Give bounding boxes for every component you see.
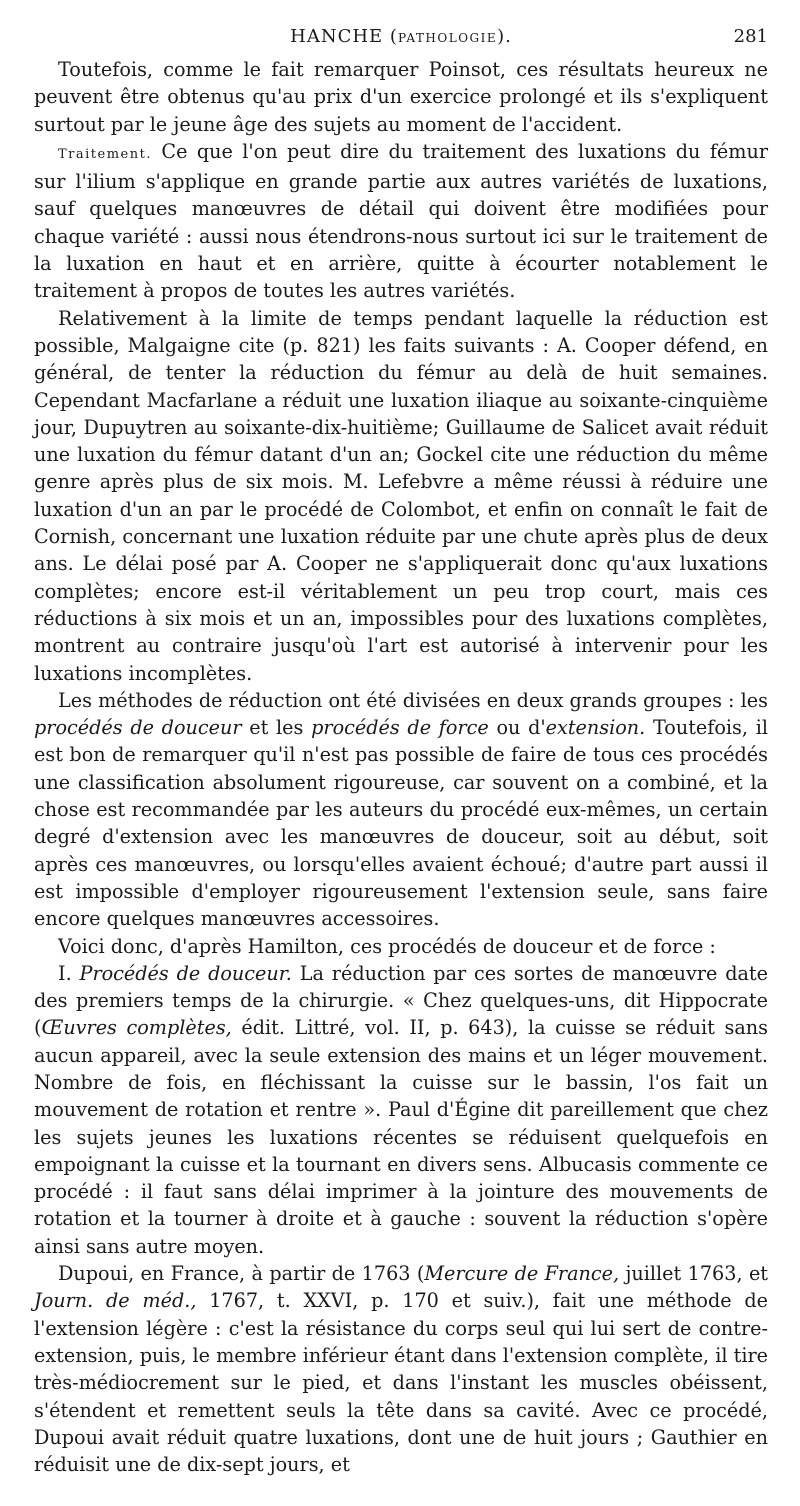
- title-paren-open: (: [383, 26, 398, 47]
- p6-italic-oeuvres: Œuvres complètes,: [41, 1016, 232, 1040]
- p4-text-c: ou d': [488, 716, 546, 740]
- p4-italic-force: procédés de force: [311, 716, 489, 740]
- p7-text-a: Dupoui, en France, à partir de 1763 (: [58, 1262, 425, 1286]
- p4-italic-extension: extension.: [545, 716, 646, 740]
- paragraph-2-text: Ce que l'on peut dire du traitement des luxations du fémur sur l'ilium s'applique en grande partie aux autres variétés de luxations, sauf quelques manœuvres de détail qui doivent être modifiées pour chaque variété : aussi nous étendrons-nous surtout ici sur le traitement de la luxation en haut et en arrière, quitte à écourter notablement le traitement à propos de toutes les autres variétés.: [34, 139, 768, 303]
- paragraph-1: Toutefois, comme le fait remarquer Poinsot, ces résultats heureux ne peuvent être obtenus qu'au prix d'un exercice prolongé et ils s'expliquent surtout par le jeune âge des sujets au moment de l'accident.: [34, 58, 768, 136]
- paragraph-2: [34, 138, 768, 305]
- section-lead-traitement: Traitement.: [58, 146, 152, 162]
- p6-text-a: La réduction par ces sortes de manœuvre date des premiers temps de la chirurgie. « Chez quelques-uns, dit Hippocrate (: [34, 961, 768, 1040]
- p4-text-d: Toutefois, il est bon de remarquer qu'il n'est pas possible de faire de tous ces procédés une classification absolument rigoureuse, car souvent on a combiné, et la chose est recommandée par les auteurs du procédé eux-mêmes, un certain degré d'extension avec les manœuvres de douceur, soit au début, soit après ces manœuvres, ou lorsqu'elles avaient échoué; d'autre part aussi il est impossible d'employer rigoureusement l'extension seule, sans faire encore quelques manœuvres accessoires.: [34, 716, 768, 931]
- paragraph-3: Relativement à la limite de temps pendant laquelle la réduction est possible, Malgaigne cite (p. 821) les faits suivants : A. Cooper défend, en général, de tenter la réduction du fémur au delà de huit semaines. Cependant Macfarlane a réduit une luxation iliaque au soixante-cinquième jour, Dupuytren au soixante-dix-huitième; Guillaume de Salicet avait réduit une luxation du fémur datant d'un an; Gockel cite une réduction du même genre après plus de six mois. M. Lefebvre a même réussi à réduire une luxation d'un an par le procédé de Colombot, et enfin on connaît le fait de Cornish, concernant une luxation réduite par une chute après plus de deux ans. Le délai posé par A. Cooper ne s'appliquerait donc qu'aux luxations complètes; encore est-il véritablement un peu trop court, mais ces réductions à six mois et un an, impossibles pour des luxations complètes, montrent au contraire jusqu'où l'art est autorisé à intervenir pour les luxations incomplètes.: [34, 306, 768, 685]
- p7-text-c: 1767, t. XXVI, p. 170 et suiv.), fait une méthode de l'extension légère : c'est la résistance du corps seul qui lui sert de contre-extension, puis, le membre inférieur étant dans l'extension complète, il tire très-médiocrement sur le pied, et dans l'instant les muscles obéissent, s'étendent et remettent seuls la tête dans sa cavité. Avec ce procédé, Dupoui avait réduit quatre luxations, dont une de huit jours ; Gauthier en réduisit une de dix-sept jours, et: [34, 1289, 768, 1477]
- p6-numeral: I.: [58, 961, 80, 985]
- p6-text-b: édit. Littré, vol. II, p. 643), la cuisse se réduit sans aucun appareil, avec la seule extension des mains et un léger mouvement. Nombre de fois, en fléchissant la cuisse sur le bassin, l'os fait un mouvement de rotation et rentre ». Paul d'Égine dit pareillement que chez les sujets jeunes les luxations récentes se réduisent quelquefois en empoignant la cuisse et la tournant en divers sens. Albucasis commente ce procédé : il faut sans délai imprimer à la jointure des mouvements de rotation et la tourner à droite et à gauche : souvent la réduction s'opère ainsi sans autre moyen.: [34, 1016, 768, 1258]
- p4-text-a: Les méthodes de réduction ont été divisées en deux grands groupes : les: [58, 688, 768, 712]
- title-section: PATHOLOGIE: [397, 31, 498, 45]
- running-title: [34, 26, 768, 47]
- page-number: 281: [733, 26, 768, 47]
- p6-italic-heading: Procédés de douceur.: [79, 961, 292, 985]
- running-header: [34, 26, 768, 56]
- p7-italic-journ: Journ. de méd.,: [34, 1289, 197, 1313]
- p4-text-b: et les: [241, 716, 312, 740]
- title-paren-close: ).: [497, 26, 512, 47]
- p7-italic-mercure: Mercure de France,: [424, 1262, 620, 1286]
- paragraph-6: [34, 960, 768, 1260]
- body-text: [34, 56, 768, 1478]
- p7-text-b: juillet 1763, et: [619, 1262, 769, 1286]
- paragraph-7: [34, 1260, 768, 1478]
- p4-italic-douceur: procédés de douceur: [34, 716, 242, 740]
- paragraph-4: [34, 687, 768, 933]
- title-word: HANCHE: [290, 26, 384, 47]
- book-page: [34, 26, 768, 1478]
- paragraph-5: Voici donc, d'après Hamilton, ces procédés de douceur et de force :: [58, 934, 716, 958]
